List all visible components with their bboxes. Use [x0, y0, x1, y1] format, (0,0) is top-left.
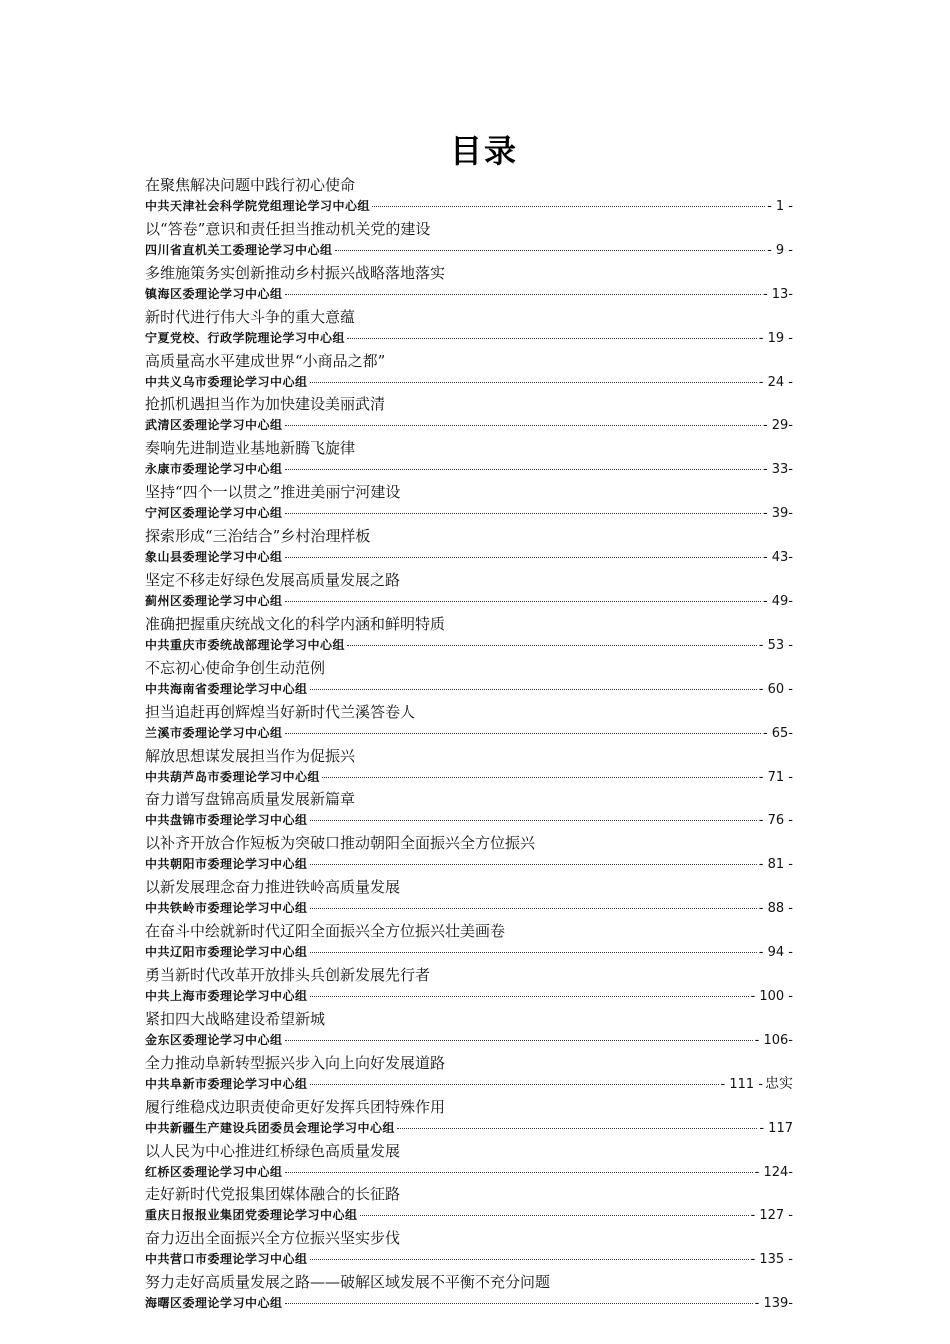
toc-entry[interactable]	[145, 1008, 825, 1052]
toc-entry-line	[145, 591, 793, 612]
toc-entry-page-number: - 88 -	[758, 901, 793, 917]
toc-entry[interactable]	[145, 1271, 825, 1315]
toc-entry-title[interactable]: 奋力谱写盘锦高质量发展新篇章	[145, 790, 356, 809]
toc-entry[interactable]	[145, 1096, 825, 1140]
toc-entry-line	[145, 854, 793, 875]
toc-entry[interactable]	[145, 393, 825, 437]
toc-entry-page-number: - 94 -	[758, 945, 793, 961]
toc-entry[interactable]	[145, 701, 825, 745]
toc-entry-org: 中共阜新市委理论学习中心组	[145, 1076, 308, 1091]
toc-entry[interactable]	[145, 437, 825, 481]
toc-entry[interactable]	[145, 964, 825, 1008]
toc-entry[interactable]	[145, 350, 825, 394]
dot-leader	[372, 206, 765, 207]
toc-entry-page-number: - 100 -	[750, 989, 793, 1005]
dot-leader	[310, 820, 757, 821]
toc-entry-line	[145, 284, 793, 305]
toc-entry-title[interactable]: 奋力迈出全面振兴全方位振兴坚实步伐	[145, 1229, 401, 1248]
toc-entry-title[interactable]: 不忘初心使命争创生动范例	[145, 658, 326, 677]
toc-entry-line	[145, 723, 793, 744]
toc-entry-line	[145, 1030, 793, 1051]
toc-entry-org: 中共新疆生产建设兵团委员会理论学习中心组	[145, 1120, 396, 1135]
toc-entry[interactable]	[145, 920, 825, 964]
dot-leader	[347, 645, 757, 646]
toc-entry-title[interactable]: 以“答卷”意识和责任担当推动机关党的建设	[145, 219, 431, 238]
toc-entry-org: 中共上海市委理论学习中心组	[145, 989, 308, 1004]
toc-entry-page-number: - 53 -	[758, 637, 793, 653]
toc-entry-page-number: - 13-	[762, 286, 793, 302]
toc-entry-line	[145, 1162, 793, 1183]
toc-entry-org: 中共义乌市委理论学习中心组	[145, 374, 308, 389]
toc-entry-page-number: - 117	[759, 1120, 793, 1136]
dot-leader	[310, 689, 757, 690]
toc-entry[interactable]	[145, 657, 825, 701]
toc-entry-page-number: - 39-	[762, 506, 793, 522]
toc-entry[interactable]	[145, 832, 825, 876]
dot-leader	[360, 1215, 749, 1216]
toc-entry-line	[145, 196, 793, 217]
toc-entry[interactable]	[145, 1052, 825, 1096]
toc-entry-org: 中共朝阳市委理论学习中心组	[145, 857, 308, 872]
toc-entry-org: 宁夏党校、行政学院理论学习中心组	[145, 330, 346, 345]
toc-entry-org: 兰溪市委理论学习中心组	[145, 725, 283, 740]
toc-entry-line	[145, 240, 793, 261]
toc-entry-line	[145, 898, 793, 919]
toc-entry[interactable]	[145, 788, 825, 832]
dot-leader	[285, 1303, 753, 1304]
toc-entry-page-number: - 33-	[762, 462, 793, 478]
dot-leader	[285, 513, 761, 514]
toc-entry[interactable]	[145, 876, 825, 920]
toc-entry-line	[145, 1205, 793, 1226]
dot-leader	[322, 777, 757, 778]
toc-entry-page-number: - 111 -	[720, 1076, 763, 1092]
toc-entry-org: 中共天津社会科学院党组理论学习中心组	[145, 199, 371, 213]
toc-entry-line	[145, 635, 793, 656]
toc-entry-line	[145, 942, 793, 963]
toc-entry-line	[145, 328, 793, 349]
toc-entry-org: 中共葫芦岛市委理论学习中心组	[145, 769, 321, 784]
toc-entry[interactable]	[145, 613, 825, 657]
toc-entry-page-number: - 60 -	[758, 681, 793, 697]
toc-entry-line	[145, 415, 793, 436]
toc-entry-org: 红桥区委理论学习中心组	[145, 1164, 283, 1179]
toc-entry-title[interactable]: 以补齐开放合作短板为突破口推动朝阳全面振兴全方位振兴	[145, 834, 536, 853]
dot-leader	[285, 733, 761, 734]
toc-entry[interactable]	[145, 1227, 825, 1271]
toc-entry-org: 金东区委理论学习中心组	[145, 1032, 283, 1047]
toc-entry-org: 宁河区委理论学习中心组	[145, 506, 283, 521]
toc-entry-page-number: - 49-	[762, 594, 793, 610]
page-title: 目录	[449, 132, 518, 170]
toc-entry-title[interactable]: 多维施策务实创新推动乡村振兴战略落地落实	[145, 263, 446, 282]
toc-entry-page-number: - 76 -	[758, 813, 793, 829]
toc-entry-org: 中共铁岭市委理论学习中心组	[145, 901, 308, 916]
toc-entry[interactable]	[145, 174, 825, 218]
toc-entry-page-number: - 19 -	[758, 330, 793, 346]
dot-leader	[310, 1084, 719, 1085]
toc-entry[interactable]	[145, 306, 825, 350]
dot-leader	[397, 1128, 757, 1129]
dot-leader	[310, 864, 757, 865]
toc-entry-line	[145, 1293, 793, 1314]
toc-entry-org: 武清区委理论学习中心组	[145, 418, 283, 433]
dot-leader	[310, 1259, 749, 1260]
toc-entry-org: 中共海南省委理论学习中心组	[145, 681, 308, 696]
toc-entry-title[interactable]: 以新发展理念奋力推进铁岭高质量发展	[145, 878, 401, 897]
toc-entry-title[interactable]: 紧扣四大战略建设希望新城	[145, 1009, 326, 1028]
toc-entry-line	[145, 503, 793, 524]
toc-entry[interactable]	[145, 569, 825, 613]
toc-entry-page-number: - 106-	[754, 1032, 793, 1048]
toc-entry-line	[145, 767, 793, 788]
toc-entry[interactable]	[145, 262, 825, 306]
toc-entry-title[interactable]: 解放思想谋发展担当作为促振兴	[145, 746, 356, 765]
toc-entry[interactable]	[145, 745, 825, 789]
toc-entry-title[interactable]: 新时代进行伟大斗争的重大意蕴	[145, 307, 356, 326]
dot-leader	[285, 1172, 753, 1173]
toc-entry-org: 中共辽阳市委理论学习中心组	[145, 945, 308, 960]
toc-entry-line	[145, 810, 793, 831]
toc-entry-title[interactable]: 勇当新时代改革开放排头兵创新发展先行者	[145, 966, 431, 985]
toc-entry-title[interactable]: 抢抓机遇担当作为加快建设美丽武清	[145, 395, 386, 414]
toc-entry-org: 重庆日报报业集团党委理论学习中心组	[145, 1208, 358, 1223]
toc-entry-page-number: - 65-	[762, 725, 793, 741]
dot-leader	[285, 425, 761, 426]
toc-entry-title[interactable]: 以人民为中心推进红桥绿色高质量发展	[145, 1141, 401, 1160]
toc-entry-page-number: - 9 -	[767, 242, 793, 258]
toc-entry-tail-text: 忠实	[765, 1075, 793, 1092]
toc-entry-page-number: - 135 -	[750, 1252, 793, 1268]
toc-entry-line	[145, 372, 793, 393]
toc-entry-page-number: - 124-	[754, 1164, 793, 1180]
dot-leader	[310, 952, 757, 953]
toc-entry-title[interactable]: 奏响先进制造业基地新腾飞旋律	[145, 439, 356, 458]
toc-entry-title[interactable]: 在奋斗中绘就新时代辽阳全面振兴全方位振兴壮美画卷	[145, 922, 506, 941]
toc-entry-page-number: - 1 -	[767, 199, 793, 214]
toc-entry[interactable]	[145, 1140, 825, 1184]
toc-entry-title[interactable]: 履行维稳戍边职责使命更好发挥兵团特殊作用	[145, 1097, 446, 1116]
toc-entry[interactable]	[145, 481, 825, 525]
toc-entry-page-number: - 29-	[762, 418, 793, 434]
dot-leader	[285, 294, 761, 295]
toc-entry-line	[145, 547, 793, 568]
dot-leader	[347, 338, 757, 339]
toc-entry-line	[145, 679, 793, 700]
dot-leader	[310, 908, 757, 909]
dot-leader	[285, 557, 761, 558]
toc-entry-title[interactable]: 在聚焦解决问题中践行初心使命	[145, 176, 356, 194]
dot-leader	[285, 1040, 753, 1041]
toc-entry-org: 中共重庆市委统战部理论学习中心组	[145, 637, 346, 652]
toc-entry[interactable]	[145, 218, 825, 262]
toc-entry-org: 象山县委理论学习中心组	[145, 550, 283, 565]
toc-entry-org: 中共盘锦市委理论学习中心组	[145, 813, 308, 828]
toc-entry-title[interactable]: 准确把握重庆统战文化的科学内涵和鲜明特质	[145, 614, 446, 633]
toc-entry-org: 四川省直机关工委理论学习中心组	[145, 242, 333, 257]
toc-entry-org: 永康市委理论学习中心组	[145, 462, 283, 477]
table-of-contents	[145, 174, 825, 1315]
toc-entry-page-number: - 127 -	[750, 1208, 793, 1224]
toc-entry-line	[145, 1118, 793, 1139]
dot-leader	[285, 601, 761, 602]
toc-entry-org: 中共营口市委理论学习中心组	[145, 1252, 308, 1267]
dot-leader	[285, 469, 761, 470]
toc-entry[interactable]	[145, 525, 825, 569]
dot-leader	[310, 382, 757, 383]
toc-entry-title[interactable]: 探索形成“三治结合”乡村治理样板	[145, 527, 371, 546]
toc-entry-line	[145, 1249, 793, 1270]
toc-entry-title[interactable]: 坚定不移走好绿色发展高质量发展之路	[145, 571, 401, 590]
toc-entry-title[interactable]: 坚持“四个一以贯之”推进美丽宁河建设	[145, 483, 401, 502]
toc-entry[interactable]	[145, 1183, 825, 1227]
toc-entry-org: 海曙区委理论学习中心组	[145, 1296, 283, 1311]
toc-entry-page-number: - 81 -	[758, 857, 793, 873]
toc-entry-line	[145, 986, 793, 1007]
toc-entry-page-number: - 43-	[762, 550, 793, 566]
toc-entry-title[interactable]: 走好新时代党报集团媒体融合的长征路	[145, 1185, 401, 1204]
toc-entry-org: 镇海区委理论学习中心组	[145, 286, 283, 301]
dot-leader	[310, 996, 749, 997]
toc-entry-line	[145, 1074, 793, 1095]
toc-entry-org: 蓟州区委理论学习中心组	[145, 594, 283, 609]
toc-entry-title[interactable]: 全力推动阜新转型振兴步入向上向好发展道路	[145, 1053, 446, 1072]
toc-entry-title[interactable]: 努力走好高质量发展之路——破解区域发展不平衡不充分问题	[145, 1273, 551, 1292]
toc-entry-title[interactable]: 高质量高水平建成世界“小商品之都”	[145, 351, 386, 370]
toc-entry-page-number: - 71 -	[758, 769, 793, 785]
toc-entry-page-number: - 139-	[754, 1296, 793, 1312]
toc-entry-title[interactable]: 担当追赶再创辉煌当好新时代兰溪答卷人	[145, 702, 416, 721]
toc-entry-page-number: - 24 -	[758, 374, 793, 390]
toc-entry-line	[145, 459, 793, 480]
dot-leader	[335, 250, 766, 251]
